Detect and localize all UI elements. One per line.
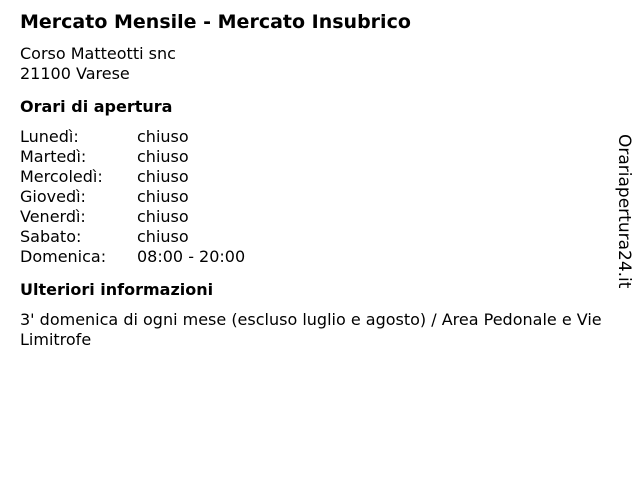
day-hours: 08:00 - 20:00 xyxy=(137,247,246,266)
hours-row-tuesday xyxy=(20,147,605,167)
day-label: Giovedì: xyxy=(20,187,86,206)
day-label: Martedì: xyxy=(20,147,87,166)
hours-row-thursday xyxy=(20,187,605,207)
info-text: 3' domenica di ogni mese (escluso luglio e agosto) / Area Pedonale e Vie Limitrofe xyxy=(20,310,602,349)
day-label: Venerdì: xyxy=(20,207,86,226)
address-street: Corso Matteotti snc xyxy=(20,44,176,63)
hours-row-saturday xyxy=(20,227,605,247)
day-hours: chiuso xyxy=(137,227,189,246)
day-hours: chiuso xyxy=(137,207,189,226)
day-hours: chiuso xyxy=(137,127,189,146)
hours-table xyxy=(20,127,605,267)
day-label: Mercoledì: xyxy=(20,167,103,186)
store-card xyxy=(20,10,605,350)
brand-watermark xyxy=(612,134,636,309)
day-hours: chiuso xyxy=(137,167,189,186)
day-label: Lunedì: xyxy=(20,127,79,146)
day-label: Sabato: xyxy=(20,227,82,246)
hours-row-sunday xyxy=(20,247,605,267)
address-city: 21100 Varese xyxy=(20,64,130,83)
info-heading: Ulteriori informazioni xyxy=(20,280,214,299)
day-hours: chiuso xyxy=(137,147,189,166)
hours-row-monday xyxy=(20,127,605,147)
hours-row-wednesday xyxy=(20,167,605,187)
brand-label: Orariapertura24.it xyxy=(614,134,634,289)
hours-row-friday xyxy=(20,207,605,227)
page-title: Mercato Mensile - Mercato Insubrico xyxy=(20,11,411,33)
day-label: Domenica: xyxy=(20,247,107,266)
day-hours: chiuso xyxy=(137,187,189,206)
hours-heading: Orari di apertura xyxy=(20,97,173,116)
address-block xyxy=(20,44,605,84)
